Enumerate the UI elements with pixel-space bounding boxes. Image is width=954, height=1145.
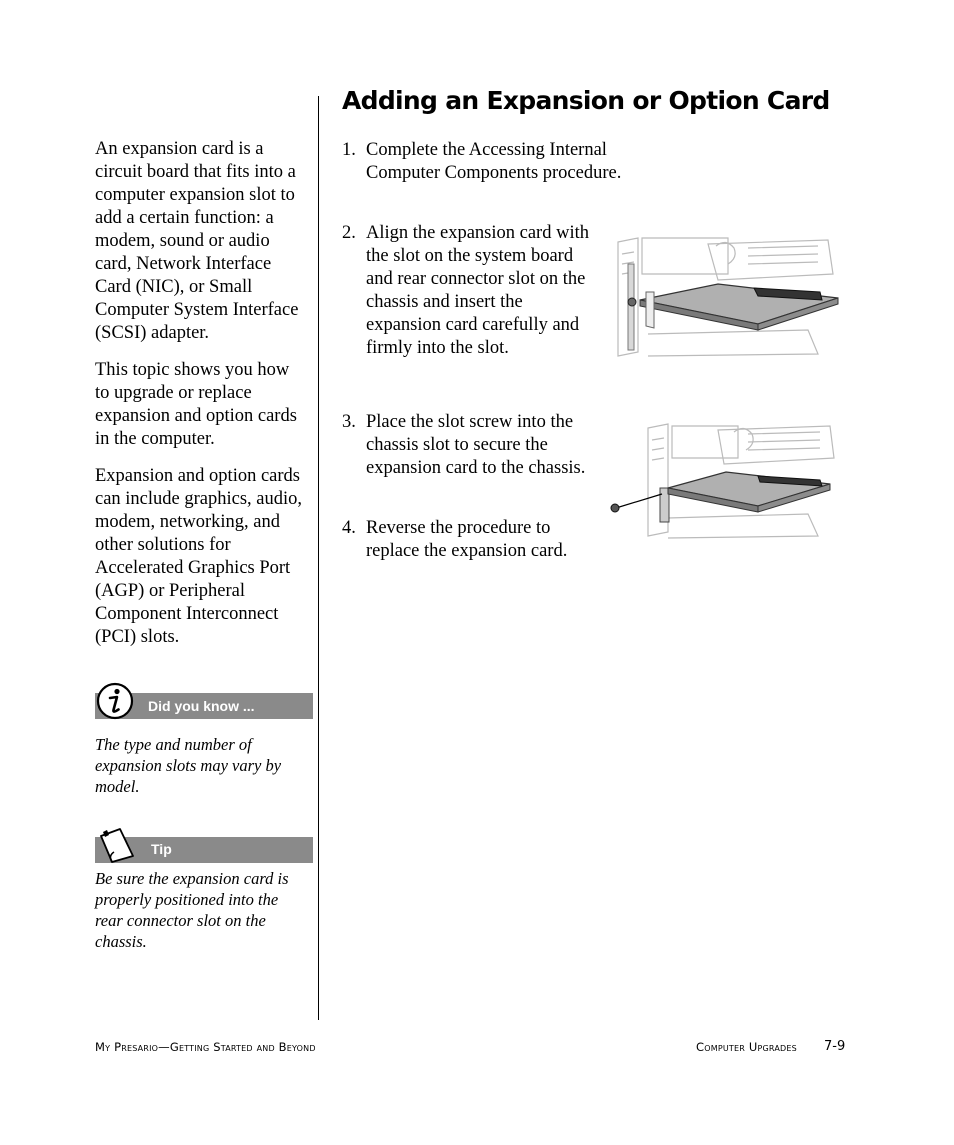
step-number: 1. (342, 140, 356, 160)
sidebar-paragraph: An expansion card is a circuit board that fits into a computer expansion slot to add a certain function: a modem, sound or audio card, Network Interface Card (NIC), or Small Computer System Interface (SCSI) adapter. (95, 139, 299, 343)
step-number: 2. (342, 223, 356, 243)
step-number: 4. (342, 518, 356, 538)
step-4 (342, 517, 597, 563)
step-3 (342, 411, 597, 480)
tip-text: Be sure the expansion card is properly positioned into the rear connector slot on the chassis. (95, 869, 289, 951)
expansion-card-insert-illustration (608, 234, 840, 363)
step-text: Align the expansion card with the slot on the system board and rear connector slot on the chassis and insert the expansion card carefully and firmly into the slot. (366, 223, 589, 358)
step-number: 3. (342, 412, 356, 432)
footer-chapter-title: Computer Upgrades (696, 1040, 797, 1054)
page-title: Adding an Expansion or Option Card (342, 86, 830, 115)
did-you-know-text: The type and number of expansion slots may vary by model. (95, 735, 282, 796)
column-divider (318, 96, 319, 1020)
sidebar-paragraph: Expansion and option cards can include graphics, audio, modem, networking, and other solutions for Accelerated Graphics Port (AGP) or Peripheral Component Interconnect (PCI) slots. (95, 466, 303, 647)
step-text: Place the slot screw into the chassis slot to secure the expansion card to the chassis. (366, 412, 586, 478)
tip-label: Tip (151, 841, 172, 857)
slot-screw-illustration (608, 422, 840, 545)
step-text: Reverse the procedure to replace the expansion card. (366, 518, 568, 561)
step-text: Complete the Accessing Internal Computer Components procedure. (366, 140, 622, 183)
sidebar-paragraph: This topic shows you how to upgrade or replace expansion and option cards in the computer. (95, 360, 297, 449)
footer-book-title: My Presario—Getting Started and Beyond (95, 1040, 316, 1054)
step-1 (342, 139, 632, 185)
step-2 (342, 222, 597, 360)
note-icon (98, 826, 138, 871)
did-you-know-label: Did you know ... (148, 698, 255, 714)
page-number: 7-9 (824, 1039, 846, 1054)
sidebar (95, 138, 307, 663)
info-icon (96, 682, 134, 725)
